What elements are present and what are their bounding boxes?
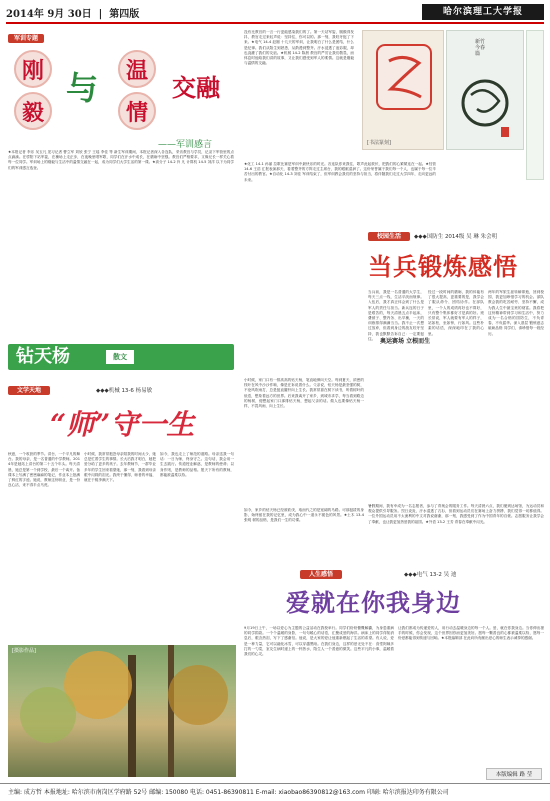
article3-text: 小时候，家门口有一排高高的钻天杨，笔直地伸向天空。每到夏天，浓密的枝叶在风中沙沙作响，像是在诉说着什么。父亲说，钻天杨是最坚强的树，不论风吹雨打，总是挺直腰杆向上生长。我常常靠在树下读书，听着树叶的低语，想象着远方的世界。后来我离开了家乡，到城市求学，每当看到路边的杨树，便想起家门口那排钻天杨，想起父亲的话。做人也要像钻天杨一样，不畏风雨，向上生长。 [244, 378, 364, 409]
article4-byline: ◆◆◆机械 13-6 杨易敏 [96, 388, 153, 394]
article1-column-3: ★化工 14-1 孙丽 拉歌比赛是军训中最快乐的时光。各连队你来我往，歌声此起彼伏，把我们的心紧紧连在一起。★经管 14-6 王浩 汇报表演那天，看着整齐的方阵走过主席台，我的眼眶湿润了。这份荣誉属于我们每一个人，也属于每一位辛苦付出的教官。★自动化 14-3 刘佳 军训结束了，但军训教会我们的坚持与担当，将伴随我们走过大学四年，走向更远的未来。 [244, 162, 436, 182]
masthead: 哈尔滨理工大学报 [422, 4, 544, 20]
footer: 主编: 成方哲 本报地址: 哈尔滨市南岗区学府路 52号 邮编: 150080 电话: 0451-86390811 E-mail: xiaobao86390812@163.com 印刷: 哈尔滨报达印务有限公司 [0, 783, 550, 801]
article3-tag: 散文 [106, 350, 134, 364]
seal-artwork [362, 30, 444, 150]
article3-banner [8, 344, 234, 370]
headline-fusion: 交融 [172, 73, 220, 102]
issue-date: 2014年 9月 30日 | 第四版 [6, 9, 140, 20]
sidebar-strip [526, 30, 544, 180]
article4-column-1: 秋意，一个收获的季节。讲台，一个平凡的舞台。我的母亲，是一名普通的中学教师。2014年是她站上讲台的第二十五个年头。每天清晨，她总是第一个到学校，最后一个离开。备课本上写满了密密麻麻的笔记，作业本上批满了鲜红的字迹。她说，教师这份职业，是一份良心活，来不得半点马虎。 [8, 452, 80, 488]
editor-signature: 本版编辑 路 莹 [486, 768, 542, 780]
article5-text: 暑假期间，我有幸成为一名志愿者，参与了青奥会的服务工作。每天清晨六点，我们便到达场馆，为运动员和观众提供引导服务。烈日炎炎，汗水湿透了衣衫，但看到运动员们在赛场上奋力拼搏，我们觉得一切都值得。一位外国运动员用不太流利的中文对我说谢谢，那一刻，我感受到了作为中国青年的自豪。志愿服务让我学会了奉献，也让我更加热爱我的祖国。★外语 13-2 王芳 青春在奉献中闪光。 [368, 504, 544, 524]
tree-icon [8, 645, 236, 777]
headline-char-1: 刚 [14, 50, 52, 88]
headline-char-3: 温 [118, 50, 156, 88]
article4-column-3: 如今，我也走上了师范的道路。母亲送我一句话：一日为师，终身守之。这句话，我会用一生去践行。传道授业解惑，是教师的使命；以身作则，是教师的品格。愿天下所有的教师，都能被温柔以待。 [160, 452, 234, 477]
article6-byline: ◆◆◆电气 13-2 吴 迪 [404, 572, 457, 578]
calligraphy-icon [447, 31, 525, 149]
headline-char-2: 毅 [14, 92, 52, 130]
article6-text: 9月19日上午，一场以爱心为主题的公益活动在我校举行。同学们纷纷慷慨解囊，为身患重病的同学捐款。一个个温暖的身影，一句句暖心的话语，汇聚成爱的海洋。病床上的同学得知消息后，眼含热泪，写下了感谢信。他说，是大家的爱让他重新燃起了生活的希望。有人说，爱是一种力量，它可以融化冰雪，可以穿越黑暗。在我们身边，这样的爱无处不在：食堂阿姨多打的一勺菜，室友生病时递上的一杯热水，陌生人一个善意的微笑。这些平凡的小事，温暖着我们的心灵。 [244, 626, 394, 657]
article4-column-2: 小时候，我常常抱怨母亲陪我的时间太少，她总是忙着学生的事情。长大后我才明白，她把爱分给了更多的孩子。去年教师节，一群毕业多年的学生回来看望她，那一刻，我看到母亲眼中闪烁的泪光。我终于懂得，师者的幸福，就在于桃李满天下。 [84, 452, 156, 483]
article1-column-1: ★本报记者 李乐 吴玉凡 见习记者 曹立军 刘欣 张宁 王瑶 李佳 等 新生军训期间，本报记者深入各连队，采访教官与学员，记录下军营里的点点滴滴。在骄阳下站军姿，在操场上走正步，在夜晚里唱军歌，同学们在汗水中成长，在磨砺中坚强。教官们严格要求，又像兄长一样关心着每一位同学。军训场上的刚毅与生活中的温情交融在一起，成为同学们大学生活的第一课。★高分子 14-2 肖 凡 计算机 14-5 刘洋 以下为同学们的军训感言选登。 [8, 150, 234, 170]
article6-text-2: 让我们都成为传递爱的人，用行动去温暖身边的每一个人。爱，就在你我身边。当你伸出援手的时候，你会发现，这个世界因你而更加美好。愿每一颗善良的心都被温柔以待，愿每一份爱都能得到传递与回响。★本报编辑部 在此向所有献出爱心的师生表示诚挚的感谢。 [398, 626, 544, 641]
article5-heading: 奥运赛场 立根而生 [380, 338, 431, 345]
article6-title: 爱就在你我身边 [286, 588, 461, 617]
section-tag-campus-life: 校园生活 [368, 232, 410, 241]
headline-connector: 与 [66, 69, 99, 107]
headline-block [14, 48, 234, 134]
calligraphy-artwork [446, 30, 524, 150]
header-rule [6, 22, 544, 24]
article2-column-2: 经过一段时间的磨砺，我的体能有了很大提高，更重要的是，我学会了服从命令、团结协作。在部队里，一个人的成绩再好也不算好，只有整个集体都好才是真的好。班长常说，军人就要有军人的样子，站如松，坐如钟，行如风。这些朴素的话语，深深地印在了我的心里。 [428, 290, 484, 336]
article2-title: 当兵锻炼感悟 [368, 252, 518, 281]
article1-subtitle: ——军训感言 [158, 140, 213, 150]
headline-char-4: 情 [118, 92, 156, 130]
section-tag-life: 人生感悟 [300, 570, 342, 579]
calligraphy-poem: 新竹今春篇 [475, 39, 486, 57]
article2-column-1: 当兵前，我是一名普通的大学生，每天三点一线，生活平淡而规律。入伍后，我才真正体会到了什么是军人的责任与担当。新兵连的日子是艰苦的，每天清晨五点半起床，叠被子、整内务、出早操，一天的训练排得满满当当。我不止一次想过放弃，但看到身边的战友咬牙坚持，我也默默告诉自己：一定要挺住。 [368, 290, 424, 341]
article1-column-2: 没有比教官的一言一行更能感染我们的了。第一天站军姿，腿酸得发抖，教官走过来轻声说：坚持住，你可以的。那一刻，我咬牙挺了下来。★电气 14-4 赵刚 十几天的军训，让我明白了什么是团结，什么是纪律。我们从陌生到熟悉，从散漫到整齐。汗水浸透了迷彩服，却也浇灌了我们的友谊。★机械 14-2 陈晨 教官的严厉让我们敬畏，而休息时他给我们讲的故事，又让我们感受到军人的柔情。这就是刚毅与温情的交融。 [244, 30, 354, 66]
photo-caption: [摄影作品] [12, 648, 36, 654]
autumn-photo [8, 645, 236, 777]
seal-icon [363, 31, 445, 141]
article4-title: “师”守一生 [50, 408, 195, 441]
article3-text-2: 如今，家乡的钻天杨已经被砍伐，取而代之的是宽阔的马路。可那挺拔的身影，始终留在我的记忆里，成为我心中一道永不褪色的风景。★土木 13-4 张明 树的品格，是我们一生的功课。 [244, 508, 364, 523]
article3-title: 钻天杨 [16, 346, 70, 367]
article2-byline: ◆◆◆国防生 2014级 吴 琳 朱会明 [414, 234, 498, 240]
article2-column-3: 两年的军旅生涯转瞬即逝，回到校园，我更加珍惜学习的机会。部队教会我的吃苦耐劳、坚持不懈，成为我人生中最宝贵的财富。我将把这份精神带到学习和生活中，努力成为一名合格的国防生，不负青春，不负韶华。深入基层 锻炼意志 砥砺品格 同学们，请珍惜每一段经历。 [488, 290, 544, 336]
seal-caption: [书法篆刻] [367, 140, 391, 146]
section-tag-literature: 文学天地 [8, 386, 50, 395]
section-tag-military: 军训专题 [8, 34, 44, 43]
